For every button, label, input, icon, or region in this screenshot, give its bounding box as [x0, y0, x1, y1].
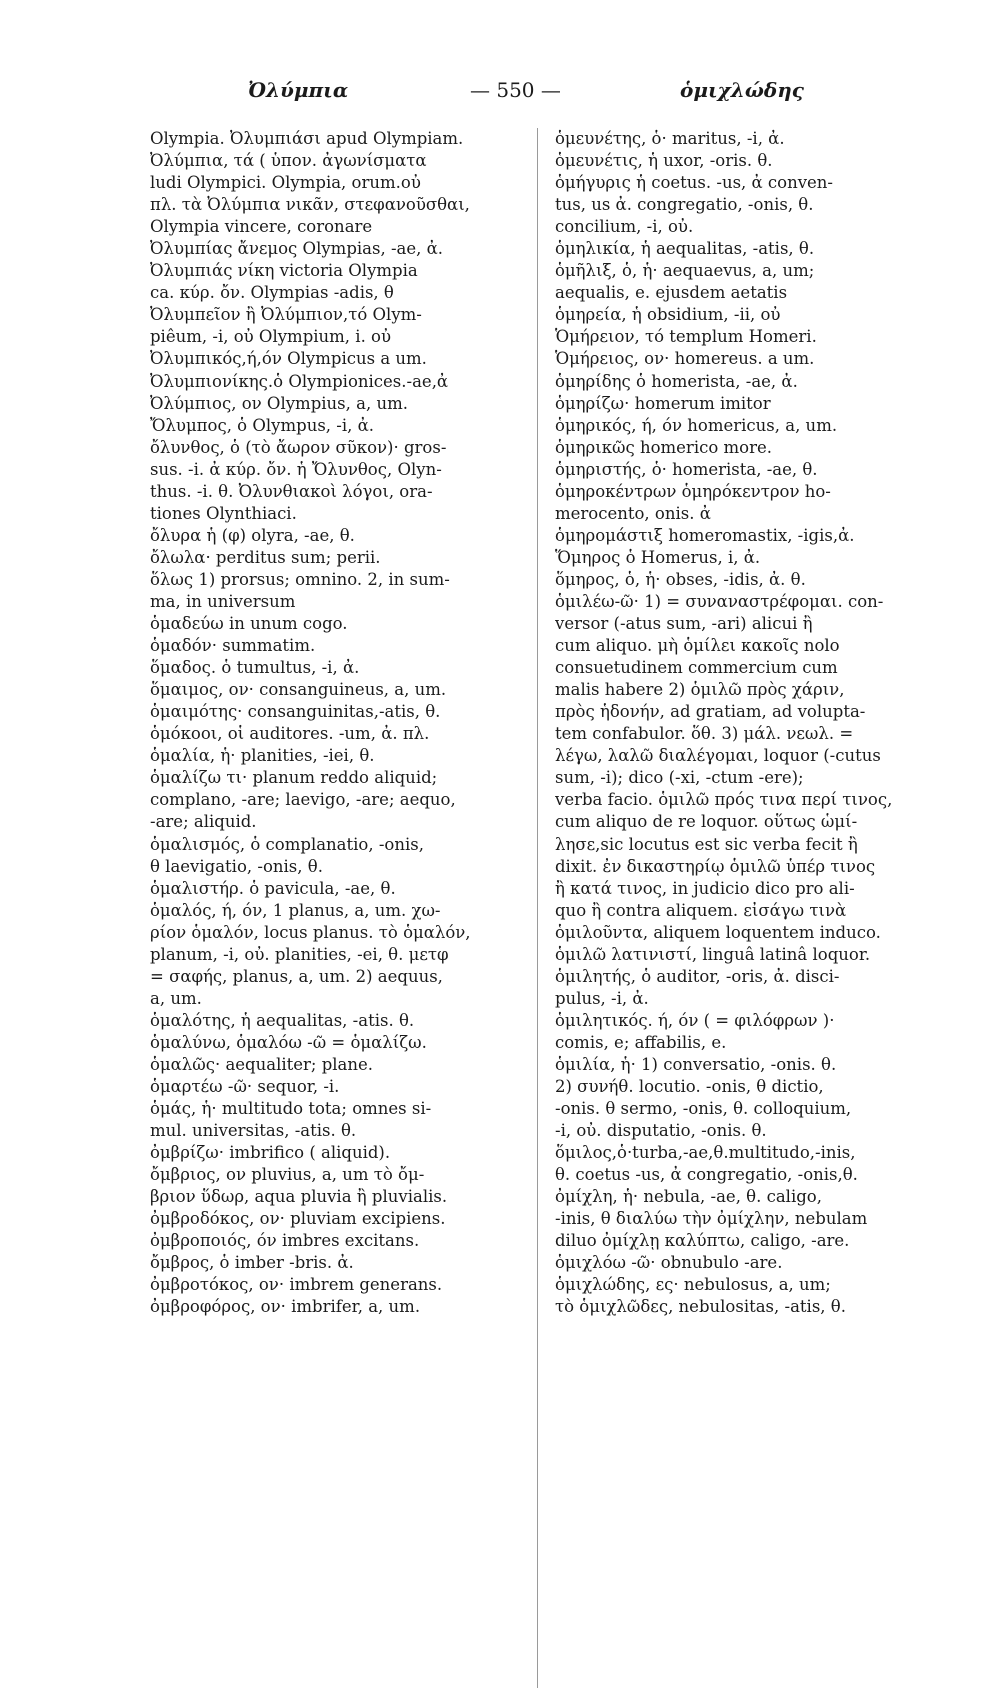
dictionary-line: ὄμβρος, ὁ imber -bris. ἀ.: [150, 1253, 354, 1273]
dictionary-line: ludi Olympici. Olympia, orum.οὐ: [150, 173, 421, 193]
dictionary-line: λησε,sic locutus est sic verba fecit ἢ: [555, 834, 858, 854]
dictionary-line: Ὀλύμπιος, ον Olympius, a, um.: [150, 393, 408, 413]
dictionary-line: Ὀλυμπιάς νίκη victoria Olympia: [150, 261, 418, 281]
dictionary-line: ὁμιλητής, ὁ auditor, -oris, ἀ. disci-: [555, 966, 840, 986]
dictionary-line: ὁμαλός, ή, όν, 1 planus, a, um. χω-: [150, 900, 441, 920]
dictionary-line: ὁμευνέτης, ὁ· maritus, -i, ἀ.: [555, 129, 785, 148]
dictionary-line: ὁμιλία, ἡ· 1) conversatio, -onis. θ.: [555, 1054, 837, 1074]
dictionary-line: ὅμιλος,ὁ·turba,-ae,θ.multitudo,-inis,: [555, 1143, 856, 1163]
dictionary-line: ὁμαλισμός, ὁ complanatio, -onis,: [150, 834, 424, 854]
dictionary-line: ἢ κατά τινος, in judicio dico pro ali-: [555, 878, 855, 898]
dictionary-line: complano, -are; laevigo, -are; aequo,: [150, 790, 456, 810]
dictionary-line: pulus, -i, ἀ.: [555, 988, 649, 1008]
dictionary-line: θ laevigatio, -onis, θ.: [150, 856, 323, 876]
page-header: [0, 78, 988, 110]
dictionary-line: Olympia vincere, coronare: [150, 217, 373, 237]
dictionary-line: Olympia. Ὀλυμπιάσι apud Olympiam.: [150, 129, 464, 148]
dictionary-line: λέγω, λαλῶ διαλέγομαι, loquor (-cutus: [555, 746, 881, 766]
running-head-right: ὁμιχλώδης: [680, 78, 804, 102]
dictionary-line: 2) συνήθ. locutio. -onis, θ dictio,: [555, 1077, 824, 1097]
dictionary-line: dixit. ἐν δικαστηρίῳ ὁμιλῶ ὑπέρ τινος: [555, 856, 876, 876]
dictionary-line: Ὁμήρειος, ον· homereus. a um.: [555, 349, 815, 369]
dictionary-line: versor (-atus sum, -ari) alicui ἢ: [555, 614, 813, 634]
dictionary-line: πλ. τὰ Ὀλύμπια νικᾶν, στεφανοῦσθαι,: [150, 195, 470, 215]
dictionary-line: ὁμιλέω-ῶ· 1) = συναναστρέφομαι. con-: [555, 591, 884, 611]
dictionary-line: ὀμβροδόκος, ον· pluviam excipiens.: [150, 1209, 446, 1229]
dictionary-line: ὁμαλότης, ἡ aequalitas, -atis. θ.: [150, 1010, 415, 1030]
dictionary-line: ὁμηρεία, ἡ obsidium, -ii, οὐ: [555, 305, 781, 325]
dictionary-line: Ὀλύμπια, τά ( ὑπον. ἀγωνίσματα: [150, 151, 427, 171]
dictionary-line: ὅλως 1) prorsus; omnino. 2, in sum-: [150, 569, 450, 589]
page-number: — 550 —: [470, 78, 561, 102]
dictionary-line: ma, in universum: [150, 591, 296, 611]
dictionary-line: -onis. θ sermo, -onis, θ. colloquium,: [555, 1099, 852, 1119]
dictionary-line: quo ἢ contra aliquem. εἰσάγω τινὰ: [555, 900, 847, 920]
dictionary-line: verba facio. ὁμιλῶ πρός τινα περί τινος,: [555, 790, 893, 810]
dictionary-line: ὁμαλίζω τι· planum reddo aliquid;: [150, 768, 438, 788]
dictionary-line: a, um.: [150, 988, 202, 1008]
dictionary-line: -inis, θ διαλύω τὴν ὀμίχλην, nebulam: [555, 1209, 868, 1229]
dictionary-line: ὁμόκοοι, οἱ auditores. -um, ἀ. πλ.: [150, 724, 430, 744]
dictionary-line: piêum, -i, οὐ Olympium, i. οὐ: [150, 327, 392, 347]
dictionary-line: ca. κύρ. ὄν. Olympias -adis, θ: [150, 283, 394, 303]
dictionary-line: tiones Olynthiaci.: [150, 503, 297, 523]
dictionary-line: ὁμαλύνω, ὁμαλόω -ῶ = ὁμαλίζω.: [150, 1032, 427, 1052]
dictionary-line: -are; aliquid.: [150, 812, 257, 832]
dictionary-line: ὁμαδεύω in unum cogo.: [150, 614, 348, 634]
dictionary-line: tem confabulor. ὅθ. 3) μάλ. νεωλ. =: [555, 724, 854, 744]
dictionary-line: Ὀλυμπεῖον ἢ Ὀλύμπιον,τό Olym-: [150, 305, 422, 325]
dictionary-line: ὁμαλιστήρ. ὁ pavicula, -ae, θ.: [150, 878, 396, 898]
dictionary-line: diluo ὀμίχλῃ καλύπτω, caligo, -are.: [555, 1231, 850, 1251]
right-column: [555, 128, 915, 1319]
dictionary-line: ὁμηριστής, ὁ· homerista, -ae, θ.: [555, 459, 818, 479]
dictionary-line: τὸ ὁμιχλῶδες, nebulositas, -atis, θ.: [555, 1297, 846, 1317]
dictionary-line: ὁμηρομάστιξ homeromastix, -igis,ἀ.: [555, 525, 855, 545]
dictionary-line: ὁμιχλόω -ῶ· obnubulo -are.: [555, 1253, 783, 1273]
dictionary-line: ὄλυνθος, ὁ (τὸ ἄωρον σῦκον)· gros-: [150, 437, 447, 457]
dictionary-line: ὀμίχλη, ἡ· nebula, -ae, θ. caligo,: [555, 1187, 822, 1207]
dictionary-line: thus. -i. θ. Ὀλυνθιακοὶ λόγοι, ora-: [150, 481, 433, 501]
dictionary-line: ὁμαλῶς· aequaliter; plane.: [150, 1054, 374, 1074]
dictionary-line: cum aliquo de re loquor. οὕτως ὡμί-: [555, 812, 858, 832]
dictionary-line: ὁμιχλώδης, ες· nebulosus, a, um;: [555, 1275, 831, 1295]
dictionary-line: comis, e; affabilis, e.: [555, 1032, 727, 1052]
dictionary-line: ὅμηρος, ὁ, ἡ· obses, -idis, ἀ. θ.: [555, 569, 806, 589]
dictionary-line: ὁμηρικός, ή, όν homericus, a, um.: [555, 415, 838, 435]
dictionary-line: = σαφής, planus, a, um. 2) aequus,: [150, 966, 443, 986]
dictionary-line: Ὅμηρος ὁ Homerus, i, ἀ.: [555, 547, 761, 567]
dictionary-line: ὁμιλῶ λατινιστί, linguâ latinâ loquor.: [555, 944, 871, 964]
dictionary-line: ὁμηρίδης ὁ homerista, -ae, ἀ.: [555, 371, 798, 391]
dictionary-line: Ὄλυμπος, ὁ Olympus, -i, ἀ.: [150, 415, 375, 435]
dictionary-line: aequalis, e. ejusdem aetatis: [555, 283, 788, 303]
dictionary-line: sum, -i); dico (-xi, -ctum -ere);: [555, 768, 804, 788]
dictionary-line: malis habere 2) ὁμιλῶ πρὸς χάριν,: [555, 680, 845, 700]
dictionary-line: ὅμαδος. ὁ tumultus, -i, ἀ.: [150, 658, 360, 678]
dictionary-line: Ὁμήρειον, τό templum Homeri.: [555, 327, 817, 347]
dictionary-line: cum aliquo. μὴ ὁμίλει κακοῖς nolo: [555, 636, 840, 656]
dictionary-line: consuetudinem commercium cum: [555, 658, 838, 678]
dictionary-line: ὁμῆλιξ, ὁ, ἡ· aequaevus, a, um;: [555, 261, 815, 281]
dictionary-line: ὁμηροκέντρων ὁμηρόκεντρον ho-: [555, 481, 831, 501]
dictionary-line: θ. coetus -us, ἀ congregatio, -onis,θ.: [555, 1165, 858, 1185]
dictionary-line: ὁμαδόν· summatim.: [150, 636, 316, 656]
column-divider: [537, 128, 538, 1688]
running-head-left: Ὀλύμπια: [248, 78, 349, 102]
dictionary-line: ὄλωλα· perditus sum; perii.: [150, 547, 381, 567]
dictionary-line: ὄλυρα ἡ (φ) olyra, -ae, θ.: [150, 525, 355, 545]
dictionary-line: concilium, -i, οὐ.: [555, 217, 694, 237]
dictionary-line: ὀμβροποιός, όν imbres excitans.: [150, 1231, 420, 1251]
dictionary-line: sus. -i. ἀ κύρ. ὄν. ἡ Ὄλυνθος, Olyn-: [150, 459, 442, 479]
dictionary-line: tus, us ἀ. congregatio, -onis, θ.: [555, 195, 814, 215]
dictionary-line: ρίον ὁμαλόν, locus planus. τὸ ὁμαλόν,: [150, 922, 471, 942]
dictionary-line: Ὀλυμπικός,ή,όν Olympicus a um.: [150, 349, 427, 369]
dictionary-line: mul. universitas, -atis. θ.: [150, 1121, 357, 1141]
dictionary-line: ὄμβριος, ον pluvius, a, um τὸ ὄμ-: [150, 1165, 425, 1185]
dictionary-line: ὁμηρίζω· homerum imitor: [555, 393, 771, 413]
dictionary-line: planum, -i, οὐ. planities, -ei, θ. μετφ: [150, 944, 449, 964]
left-column: [150, 128, 522, 1319]
dictionary-line: Ὀλυμπιονίκης.ὁ Olympionices.-ae,ἀ: [150, 371, 449, 391]
dictionary-line: ὀμβροφόρος, ον· imbrifer, a, um.: [150, 1297, 421, 1317]
dictionary-line: ὁμαλία, ἡ· planities, -iei, θ.: [150, 746, 375, 766]
dictionary-line: ὁμήγυρις ἡ coetus. -us, ἀ conven-: [555, 173, 834, 193]
dictionary-line: ὁμάς, ἡ· multitudo tota; omnes si-: [150, 1099, 432, 1119]
dictionary-line: -i, οὐ. disputatio, -onis. θ.: [555, 1121, 767, 1141]
dictionary-line: Ὀλυμπίας ἄνεμος Olympias, -ae, ἀ.: [150, 239, 444, 259]
dictionary-line: ὁμηλικία, ἡ aequalitas, -atis, θ.: [555, 239, 815, 259]
dictionary-line: ὁμιλοῦντα, aliquem loquentem induco.: [555, 922, 881, 942]
dictionary-line: ὀμβρίζω· imbrifico ( aliquid).: [150, 1143, 391, 1163]
dictionary-line: ὁμαρτέω -ῶ· sequor, -i.: [150, 1077, 340, 1097]
dictionary-line: ὅμαιμος, ον· consanguineus, a, um.: [150, 680, 447, 700]
dictionary-line: ὁμευνέτις, ἡ uxor, -oris. θ.: [555, 151, 773, 171]
dictionary-line: πρὸς ἡδονήν, ad gratiam, ad volupta-: [555, 702, 866, 722]
dictionary-line: ὁμαιμότης· consanguinitas,-atis, θ.: [150, 702, 441, 722]
dictionary-line: ὀμβροτόκος, ον· imbrem generans.: [150, 1275, 443, 1295]
dictionary-line: ὁμηρικῶς homerico more.: [555, 437, 772, 457]
dictionary-line: merocento, onis. ἀ: [555, 503, 711, 523]
dictionary-line: ὁμιλητικός. ή, όν ( = φιλόφρων )·: [555, 1010, 835, 1030]
dictionary-line: βριον ὕδωρ, aqua pluvia ἢ pluvialis.: [150, 1187, 448, 1207]
